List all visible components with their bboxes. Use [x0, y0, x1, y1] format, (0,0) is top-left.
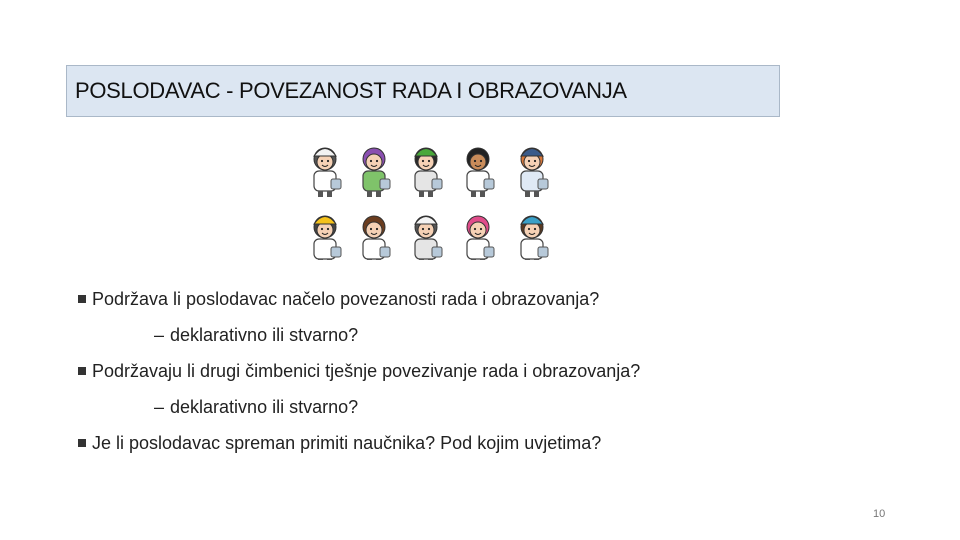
sub-text: deklarativno ili stvarno? [170, 397, 359, 417]
bullet-text: Podržavaju li drugi čimbenici tješnje povezivanje rada i obrazovanja? [92, 361, 641, 381]
professions-illustration [300, 135, 552, 260]
bullet-marker [78, 439, 86, 447]
page-number: 10 [873, 508, 886, 520]
person-figure [415, 216, 442, 260]
person-figure [415, 148, 442, 197]
person-figure [363, 148, 390, 197]
person-figure [467, 216, 494, 260]
person-figure [467, 148, 494, 197]
bullet-text: Je li poslodavac spreman primiti naučnika? Pod kojim uvjetima? [92, 433, 602, 453]
dash-marker: – [154, 325, 165, 345]
bullet-marker [78, 295, 86, 303]
dash-marker: – [154, 397, 165, 417]
title-box [66, 65, 780, 117]
person-figure [521, 216, 548, 260]
bullet-item-2 [78, 358, 898, 394]
sub-item-2 [78, 394, 898, 430]
sub-item-1 [78, 322, 898, 358]
bullet-item-3 [78, 430, 898, 466]
sub-text: deklarativno ili stvarno? [170, 325, 359, 345]
person-figure [363, 216, 390, 260]
bullet-item-1 [78, 286, 898, 322]
person-figure [521, 148, 548, 197]
bullet-text: Podržava li poslodavac načelo povezanosti rada i obrazovanja? [92, 289, 600, 309]
person-figure [314, 148, 341, 197]
slide-title: POSLODAVAC - POVEZANOST RADA I OBRAZOVANJA [75, 78, 627, 103]
person-figure [314, 216, 341, 260]
bullet-marker [78, 367, 86, 375]
bullet-list [78, 286, 898, 466]
